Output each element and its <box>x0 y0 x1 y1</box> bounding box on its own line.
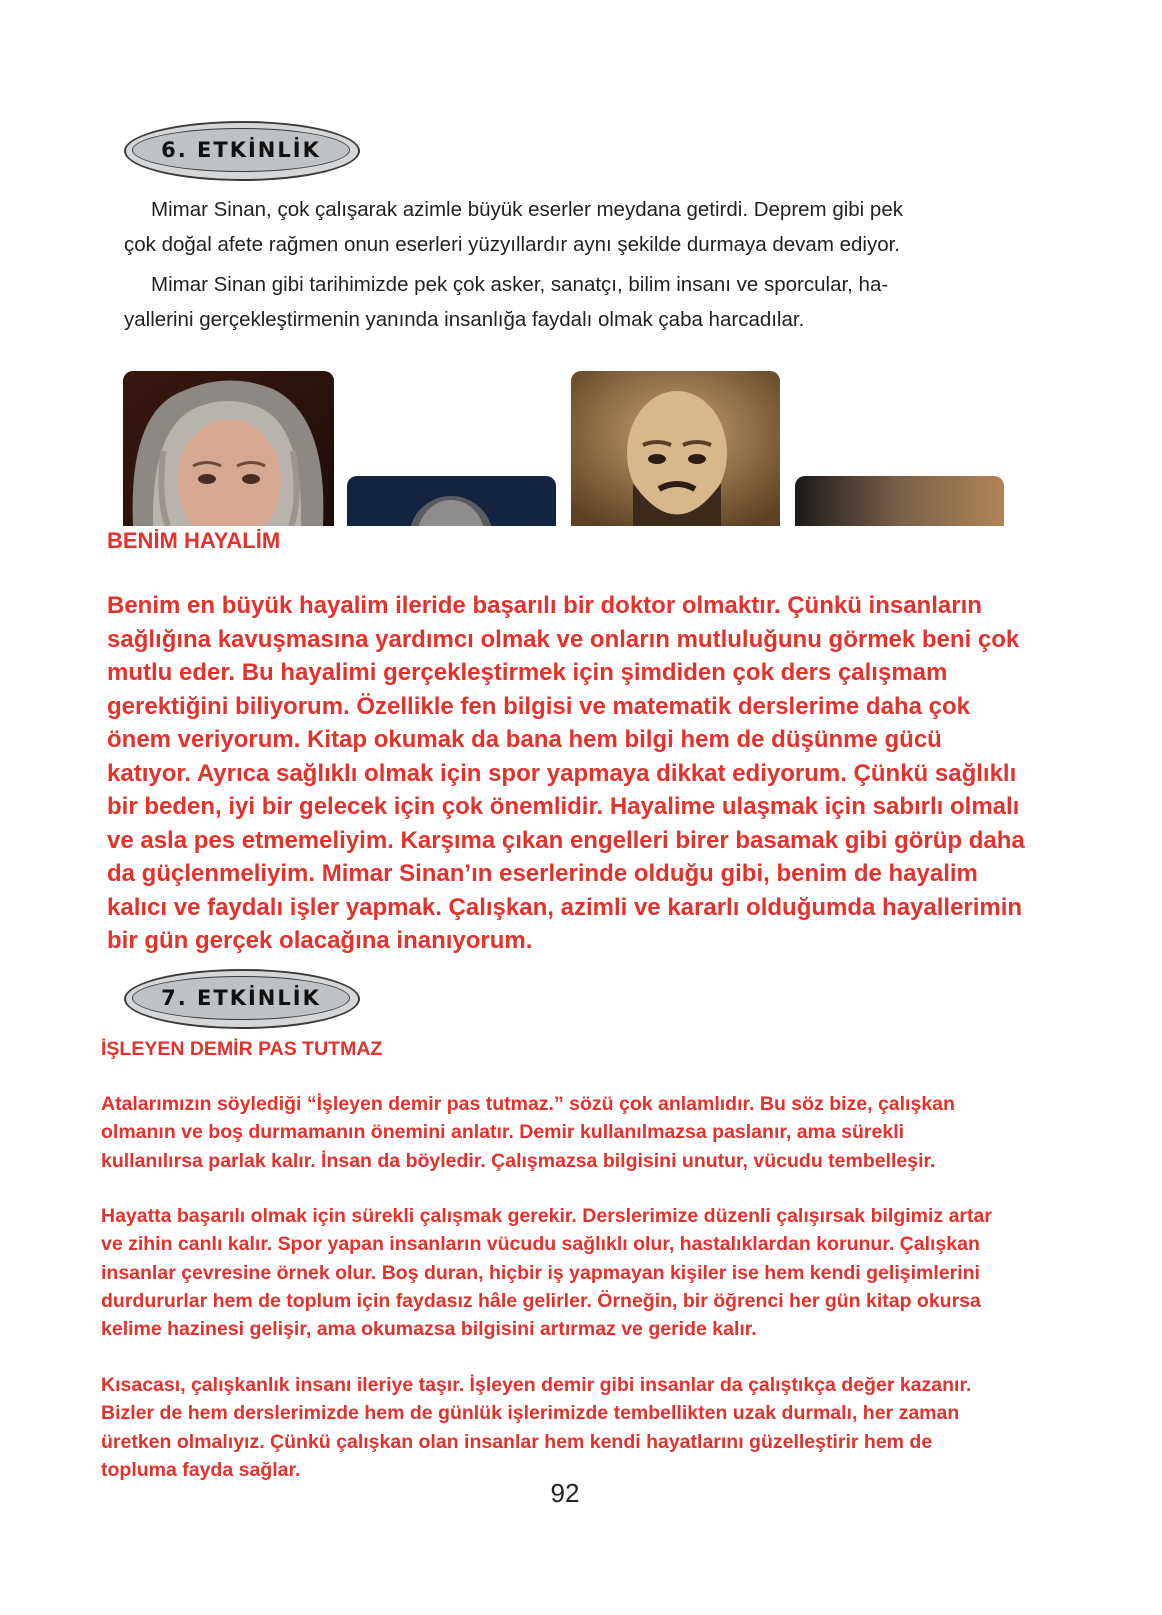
essay-2-line: kelime hazinesi gelişir, ama okumazsa bilgisini artırmaz ve geride kalır. <box>101 1318 757 1341</box>
portrait-photo-3 <box>571 371 780 526</box>
page-number: 92 <box>550 1478 580 1508</box>
essay-2-paragraph-2 <box>101 1202 992 1343</box>
essay-2-line: üretken olmalıyız. Çünkü çalışkan olan insanlar hem kendi hayatlarını güzelleştirir hem de <box>101 1430 933 1453</box>
activity-7-badge <box>124 969 360 1029</box>
activity-6-p2-line1: Mimar Sinan gibi tarihimizde pek çok asker, sanatçı, bilim insanı ve sporcular, ha- <box>151 273 889 296</box>
essay-1-line: kalıcı ve faydalı işler yapmak. Çalışkan, azimli ve kararlı olduğumda hayallerimin <box>107 893 1023 921</box>
essay-2-line: kullanılırsa parlak kalır. İnsan da böyledir. Çalışmazsa bilgisini unutur, vücudu tembelleşir. <box>101 1149 936 1172</box>
essay-2-line: Kısacası, çalışkanlık insanı ileriye taşır. İşleyen demir gibi insanlar da çalıştıkça değer kazanır. <box>101 1374 972 1396</box>
essay-1-title: BENİM HAYALİM <box>107 528 281 553</box>
activity-6-p1-line1: Mimar Sinan, çok çalışarak azimle büyük eserler meydana getirdi. Deprem gibi pek <box>151 198 903 221</box>
essay-1-line: önem veriyorum. Kitap okumak da bana hem bilgi hem de düşünme gücü <box>107 726 942 753</box>
essay-1-line: ve asla pes etmemeliyim. Karşıma çıkan engelleri birer basamak gibi görüp daha <box>107 826 1025 854</box>
essay-2-paragraph-3 <box>101 1371 971 1484</box>
essay-1-body <box>107 589 1025 958</box>
essay-2-title: İŞLEYEN DEMİR PAS TUTMAZ <box>101 1038 383 1060</box>
portrait-photo-2 <box>347 476 556 526</box>
essay-2-paragraph-1 <box>101 1090 955 1175</box>
activity-6-label: 6. ETKİNLİK <box>161 138 321 162</box>
activity-6-p2-line2: yallerini gerçekleştirmenin yanında insanlığa faydalı olmak çaba harcadılar. <box>124 308 805 331</box>
essay-2-line: ve zihin canlı kalır. Spor yapan insanların vücudu sağlıklı olur, hastalıklardan korunur. Çalışkan <box>101 1233 980 1256</box>
essay-2-line: topluma fayda sağlar. <box>101 1458 301 1481</box>
portrait-photo-1 <box>123 371 334 526</box>
essay-1-line: gerektiğini biliyorum. Özellikle fen bilgisi ve matematik derslerime daha çok <box>107 692 970 720</box>
activity-6-badge <box>124 121 360 181</box>
portrait-photo-4 <box>795 476 1004 526</box>
activity-6-p1-line2: çok doğal afete rağmen onun eserleri yüzyıllardır aynı şekilde durmaya devam ediyor. <box>124 233 900 256</box>
essay-2-line: olmanın ve boş durmamanın önemini anlatır. Demir kullanılmazsa paslanır, ama sürekli <box>101 1121 905 1144</box>
essay-2-line: Atalarımızın söylediği “İşleyen demir pas tutmaz.” sözü çok anlamlıdır. Bu söz bize, çalışkan <box>101 1093 955 1115</box>
essay-1-line: Benim en büyük hayalim ileride başarılı bir doktor olmaktır. Çünkü insanların <box>107 592 982 619</box>
essay-1-line: bir gün gerçek olacağına inanıyorum. <box>107 927 533 954</box>
essay-1-line: da güçlenmeliyim. Mimar Sinan’ın eserlerinde olduğu gibi, benim de hayalim <box>107 860 978 887</box>
essay-2-line: Hayatta başarılı olmak için sürekli çalışmak gerekir. Derslerimize düzenli çalışırsak bilgimiz artar <box>101 1205 992 1227</box>
essay-2-line: Bizler de hem derslerimizde hem de günlük işlerimizde tembellikten uzak durmalı, her zaman <box>101 1402 960 1425</box>
essay-2-line: durdururlar hem de toplum için faydasız hâle gelirler. Örneğin, bir öğrenci her gün kitap okursa <box>101 1289 981 1312</box>
essay-1-line: sağlığına kavuşmasına yardımcı olmak ve onların mutluluğunu görmek beni çok <box>107 625 1020 653</box>
essay-1-line: bir beden, iyi bir gelecek için çok önemlidir. Hayalime ulaşmak için sabırlı olmalı <box>107 793 1020 820</box>
essay-1-line: mutlu eder. Bu hayalimi gerçekleştirmek için şimdiden çok ders çalışmam <box>107 659 948 686</box>
essay-1-line: katıyor. Ayrıca sağlıklı olmak için spor yapmaya dikkat ediyorum. Çünkü sağlıklı <box>107 759 1017 787</box>
essay-2-line: insanlar çevresine örnek olur. Boş duran, hiçbir iş yapmayan kişiler ise hem kendi gelişimlerini <box>101 1261 980 1284</box>
activity-7-label: 7. ETKİNLİK <box>161 986 321 1010</box>
